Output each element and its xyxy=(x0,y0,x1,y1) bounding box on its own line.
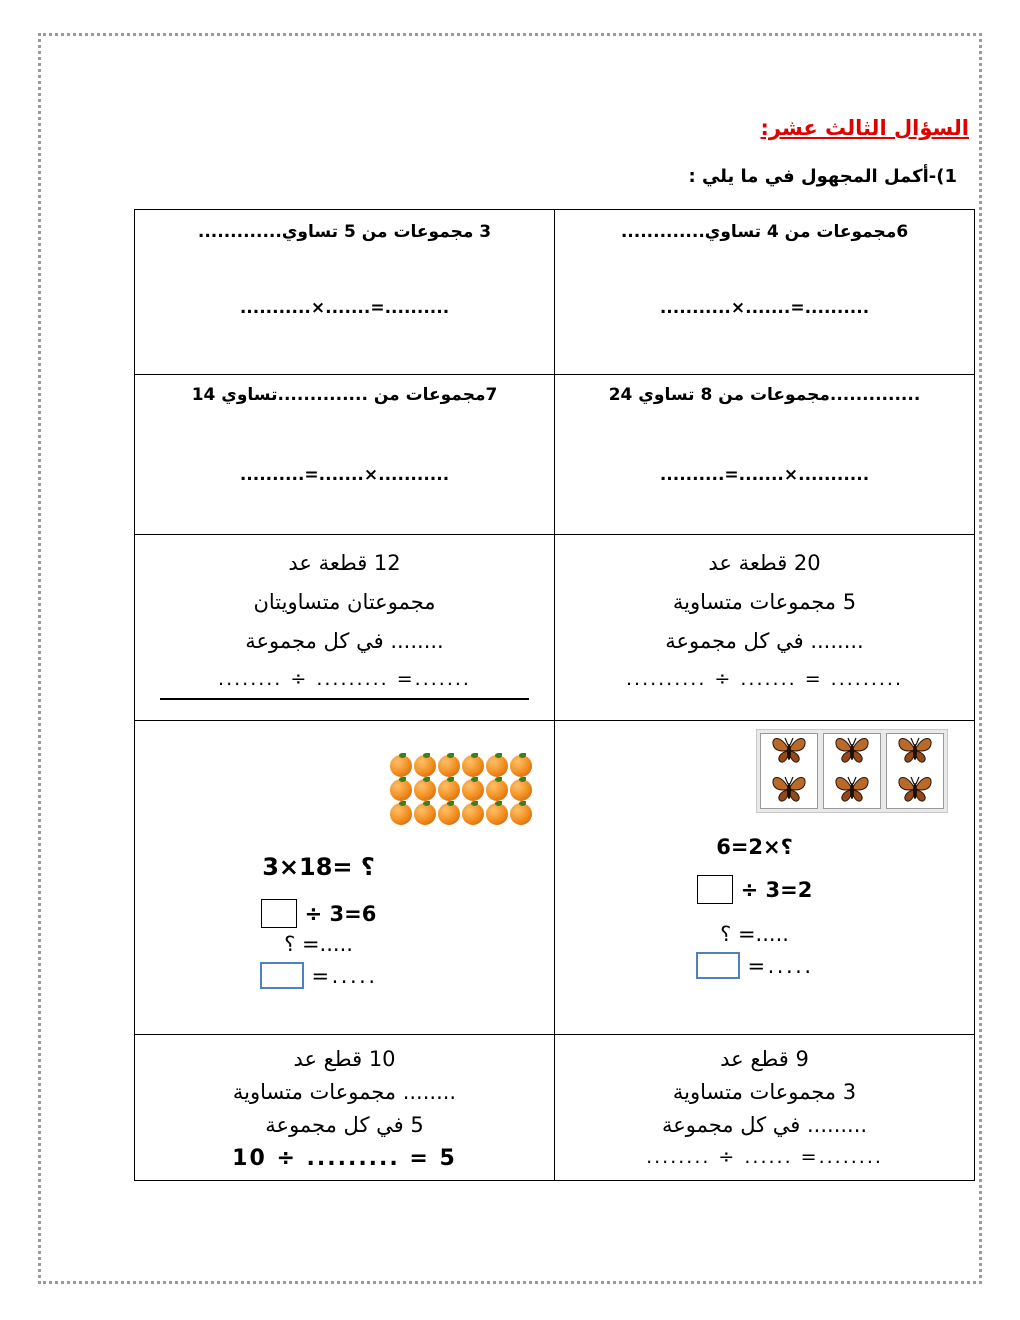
butterfly-box xyxy=(760,733,818,809)
orange-icon xyxy=(486,779,508,801)
orange-icon xyxy=(486,755,508,777)
count-line: 20 قطعة عد xyxy=(708,551,821,575)
butterfly-icon xyxy=(833,733,871,771)
question-mark-equation: ؟ =..... xyxy=(720,922,789,946)
per-group-line: ........ في كل مجموعة xyxy=(245,629,444,653)
problem-text: ..............مجموعات من 8 تساوي 24 xyxy=(608,385,921,405)
cell-count-10 xyxy=(135,1035,555,1181)
division-blank-equation: .......... ÷ ....... = ......... xyxy=(625,668,904,690)
cell-groups-of-8 xyxy=(555,375,975,535)
per-group-line: ........ في كل مجموعة xyxy=(665,629,864,653)
instruction-text: 1)-أكمل المجهول في ما يلي : xyxy=(688,166,957,187)
equation-blank: ...........×.......=.......... xyxy=(659,298,870,318)
orange-icon xyxy=(438,755,460,777)
blue-answer-row xyxy=(260,962,378,989)
count-line: 9 قطع عد xyxy=(720,1047,809,1071)
blue-answer-label: =..... xyxy=(311,963,378,988)
butterfly-icon xyxy=(896,772,934,810)
orange-icon xyxy=(462,803,484,825)
multiplication-unknown-equation: ؟×2=6 xyxy=(716,835,793,859)
orange-icon xyxy=(486,803,508,825)
orange-icon xyxy=(414,779,436,801)
butterfly-icon xyxy=(770,733,808,771)
blue-answer-row xyxy=(696,952,814,979)
groups-line: ........ مجموعات متساوية xyxy=(232,1080,457,1104)
division-box-equation xyxy=(697,875,813,904)
orange-icon xyxy=(438,779,460,801)
multiplication-unknown-equation: 3×؟ =18 xyxy=(262,853,375,881)
question-table-wrap xyxy=(41,209,979,1181)
division-box-label: ÷ 3=6 xyxy=(304,901,377,926)
division-box-equation xyxy=(261,899,377,928)
page-dotted-border xyxy=(38,33,982,1284)
problem-text: 6مجموعات من 4 تساوي............. xyxy=(620,222,909,242)
butterfly-box xyxy=(886,733,944,809)
table-row xyxy=(135,1035,975,1181)
butterfly-icon xyxy=(833,772,871,810)
division-blank-equation: ........ ÷ ...... =........ xyxy=(646,1146,883,1168)
orange-icon xyxy=(414,803,436,825)
equation-blank: ...........×.......=.......... xyxy=(239,298,450,318)
count-line: 12 قطعة عد xyxy=(288,551,401,575)
butterfly-strip xyxy=(756,729,948,813)
section-title: السؤال الثالث عشر: xyxy=(760,116,969,140)
question-table xyxy=(134,209,975,1181)
blue-answer-box xyxy=(260,962,304,989)
table-row xyxy=(135,210,975,375)
cell-groups-of-5 xyxy=(135,210,555,375)
cell-count-20 xyxy=(555,535,975,721)
problem-text: 3 مجموعات من 5 تساوي............. xyxy=(197,222,492,242)
blue-answer-box xyxy=(696,952,740,979)
orange-icon xyxy=(438,803,460,825)
table-row xyxy=(135,721,975,1035)
answer-box xyxy=(261,899,297,928)
division-box-label: ÷ 3=2 xyxy=(740,877,813,902)
orange-icon xyxy=(510,803,532,825)
orange-icon xyxy=(390,755,412,777)
per-group-line: 5 في كل مجموعة xyxy=(265,1113,424,1137)
question-mark-equation: ؟ =..... xyxy=(284,932,353,956)
groups-line: مجموعتان متساويتان xyxy=(253,590,436,614)
groups-line: 5 مجموعات متساوية xyxy=(672,590,857,614)
equation-blank: ..........=.......×........... xyxy=(239,465,450,485)
orange-icon xyxy=(510,755,532,777)
orange-icon xyxy=(414,755,436,777)
orange-grid xyxy=(388,755,532,827)
orange-icon xyxy=(390,803,412,825)
blue-answer-label: =..... xyxy=(747,953,814,978)
division-blank-equation: ........ ÷ ......... =....... xyxy=(160,668,529,700)
cell-groups-of-7 xyxy=(135,375,555,535)
cell-groups-of-4 xyxy=(555,210,975,375)
answer-box xyxy=(697,875,733,904)
division-equation: 10 ÷ ......... = 5 xyxy=(232,1146,457,1171)
butterfly-icon xyxy=(770,772,808,810)
groups-line: 3 مجموعات متساوية xyxy=(672,1080,857,1104)
per-group-line: ......... في كل مجموعة xyxy=(661,1113,868,1137)
cell-count-9 xyxy=(555,1035,975,1181)
table-row xyxy=(135,535,975,721)
butterfly-box xyxy=(823,733,881,809)
problem-text: 7مجموعات من ..............تساوي 14 xyxy=(191,385,498,405)
orange-icon xyxy=(510,779,532,801)
orange-icon xyxy=(390,779,412,801)
equation-blank: ..........=.......×........... xyxy=(659,465,870,485)
cell-butterflies-problem xyxy=(555,721,975,1035)
cell-count-12 xyxy=(135,535,555,721)
count-line: 10 قطع عد xyxy=(293,1047,396,1071)
table-row xyxy=(135,375,975,535)
orange-icon xyxy=(462,755,484,777)
butterfly-icon xyxy=(896,733,934,771)
orange-icon xyxy=(462,779,484,801)
cell-oranges-problem xyxy=(135,721,555,1035)
